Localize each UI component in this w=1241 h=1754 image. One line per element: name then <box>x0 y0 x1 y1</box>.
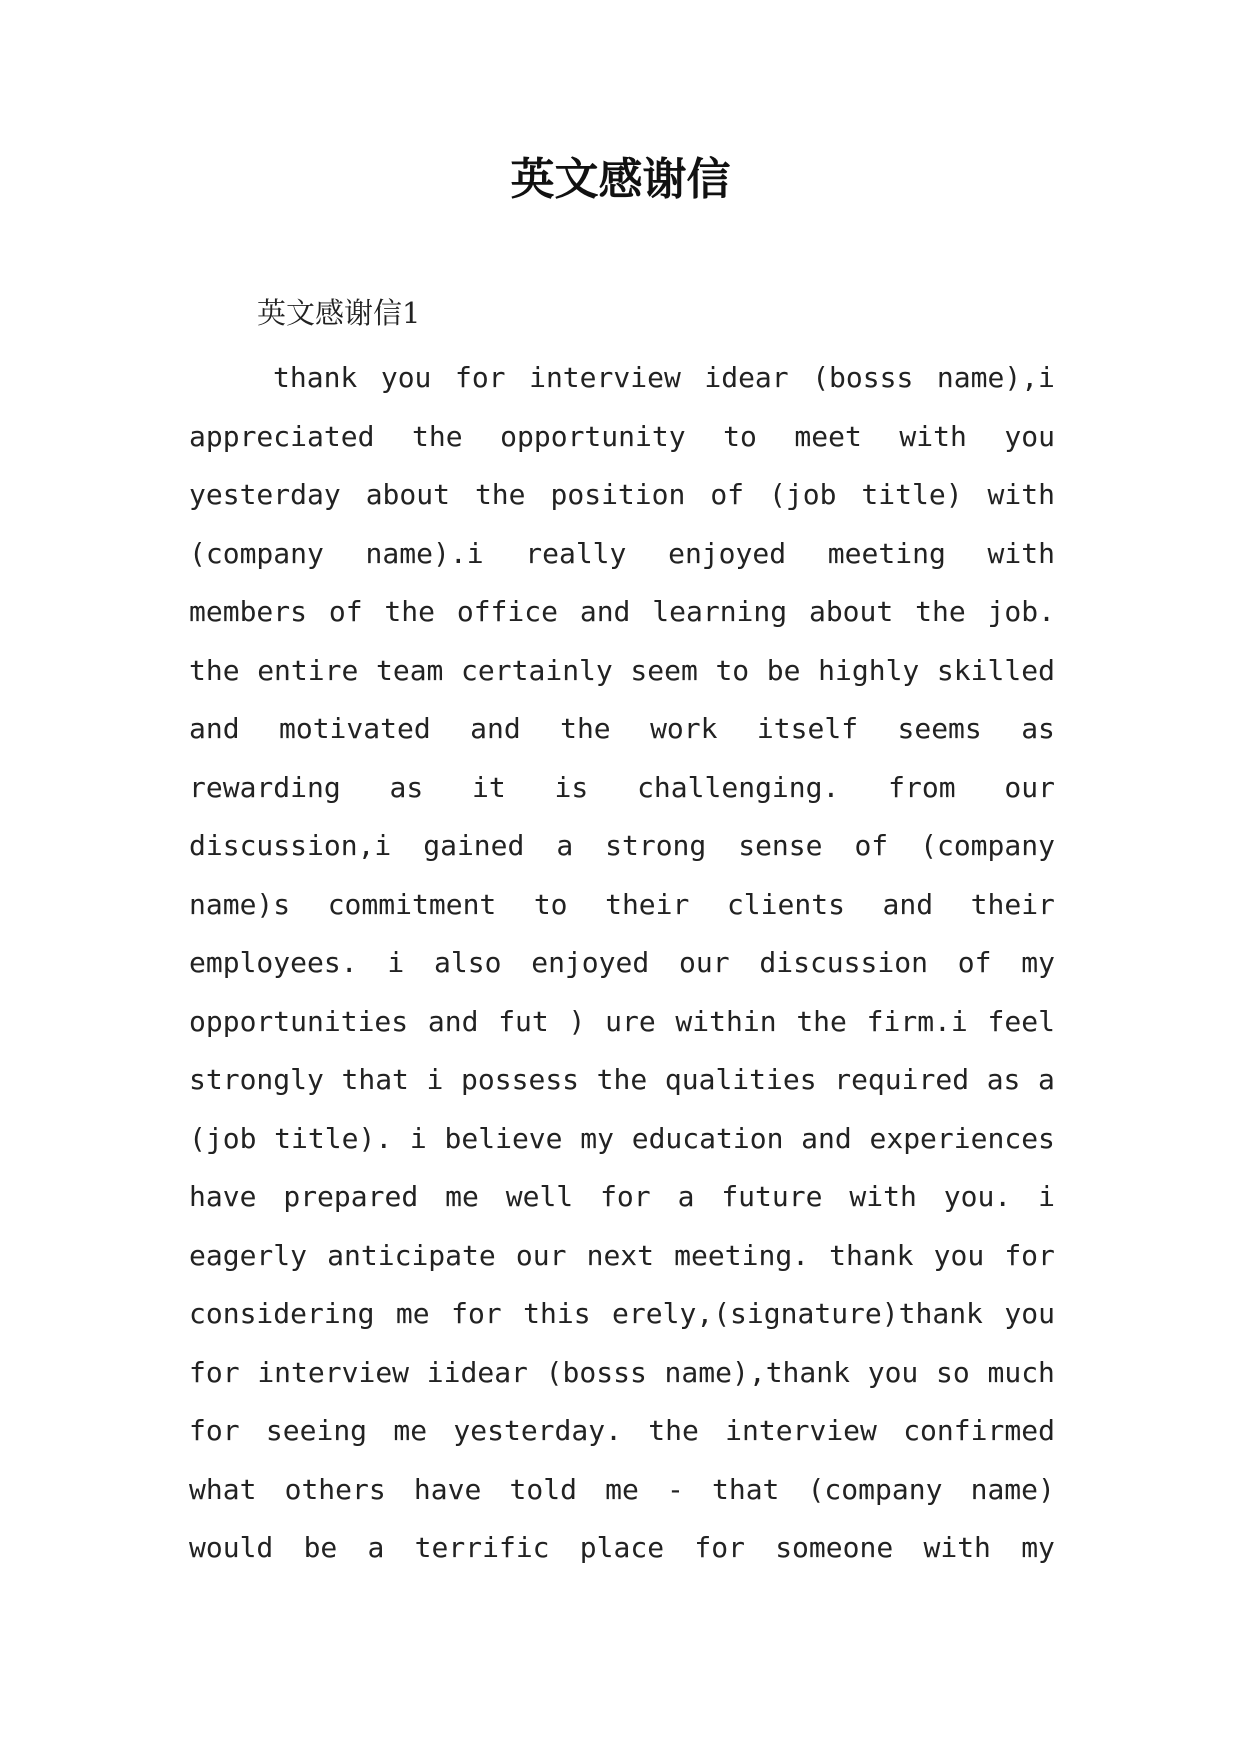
section-heading: 英文感谢信1 <box>257 296 421 330</box>
body-line: the entire team certainly seem to be highly skilled <box>189 653 1055 687</box>
letter-body <box>189 349 1055 1578</box>
body-line: (job title). i believe my education and experiences <box>189 1121 1055 1155</box>
body-line: thank you for interview idear (bosss name),i <box>273 361 1055 394</box>
body-line: members of the office and learning about the job. <box>189 595 1055 628</box>
body-line: have prepared me well for a future with you. i <box>189 1180 1055 1213</box>
body-line: rewarding as it is challenging. from our <box>189 770 1055 804</box>
body-line: strongly that i possess the qualities required as a <box>189 1063 1055 1096</box>
document-title: 英文感谢信 <box>510 154 731 205</box>
body-line: for interview iidear (bosss name),thank you so much <box>189 1355 1055 1389</box>
body-line: appreciated the opportunity to meet with you <box>189 419 1055 453</box>
body-line: and motivated and the work itself seems as <box>189 712 1055 745</box>
body-line: (company name).i really enjoyed meeting with <box>189 536 1055 570</box>
body-line: considering me for this erely,(signature)thank you <box>189 1297 1055 1330</box>
body-line: would be a terrific place for someone with my <box>189 1531 1055 1564</box>
body-line: discussion,i gained a strong sense of (company <box>189 829 1055 862</box>
body-line: opportunities and fut ) ure within the firm.i feel <box>189 1004 1055 1038</box>
body-line: yesterday about the position of (job title) with <box>189 478 1055 511</box>
body-line: name)s commitment to their clients and their <box>189 887 1055 921</box>
body-line: for seeing me yesterday. the interview confirmed <box>189 1414 1055 1447</box>
body-line: eagerly anticipate our next meeting. thank you for <box>189 1238 1055 1272</box>
body-line: employees. i also enjoyed our discussion of my <box>189 946 1055 979</box>
body-line: what others have told me - that (company name) <box>189 1472 1055 1506</box>
